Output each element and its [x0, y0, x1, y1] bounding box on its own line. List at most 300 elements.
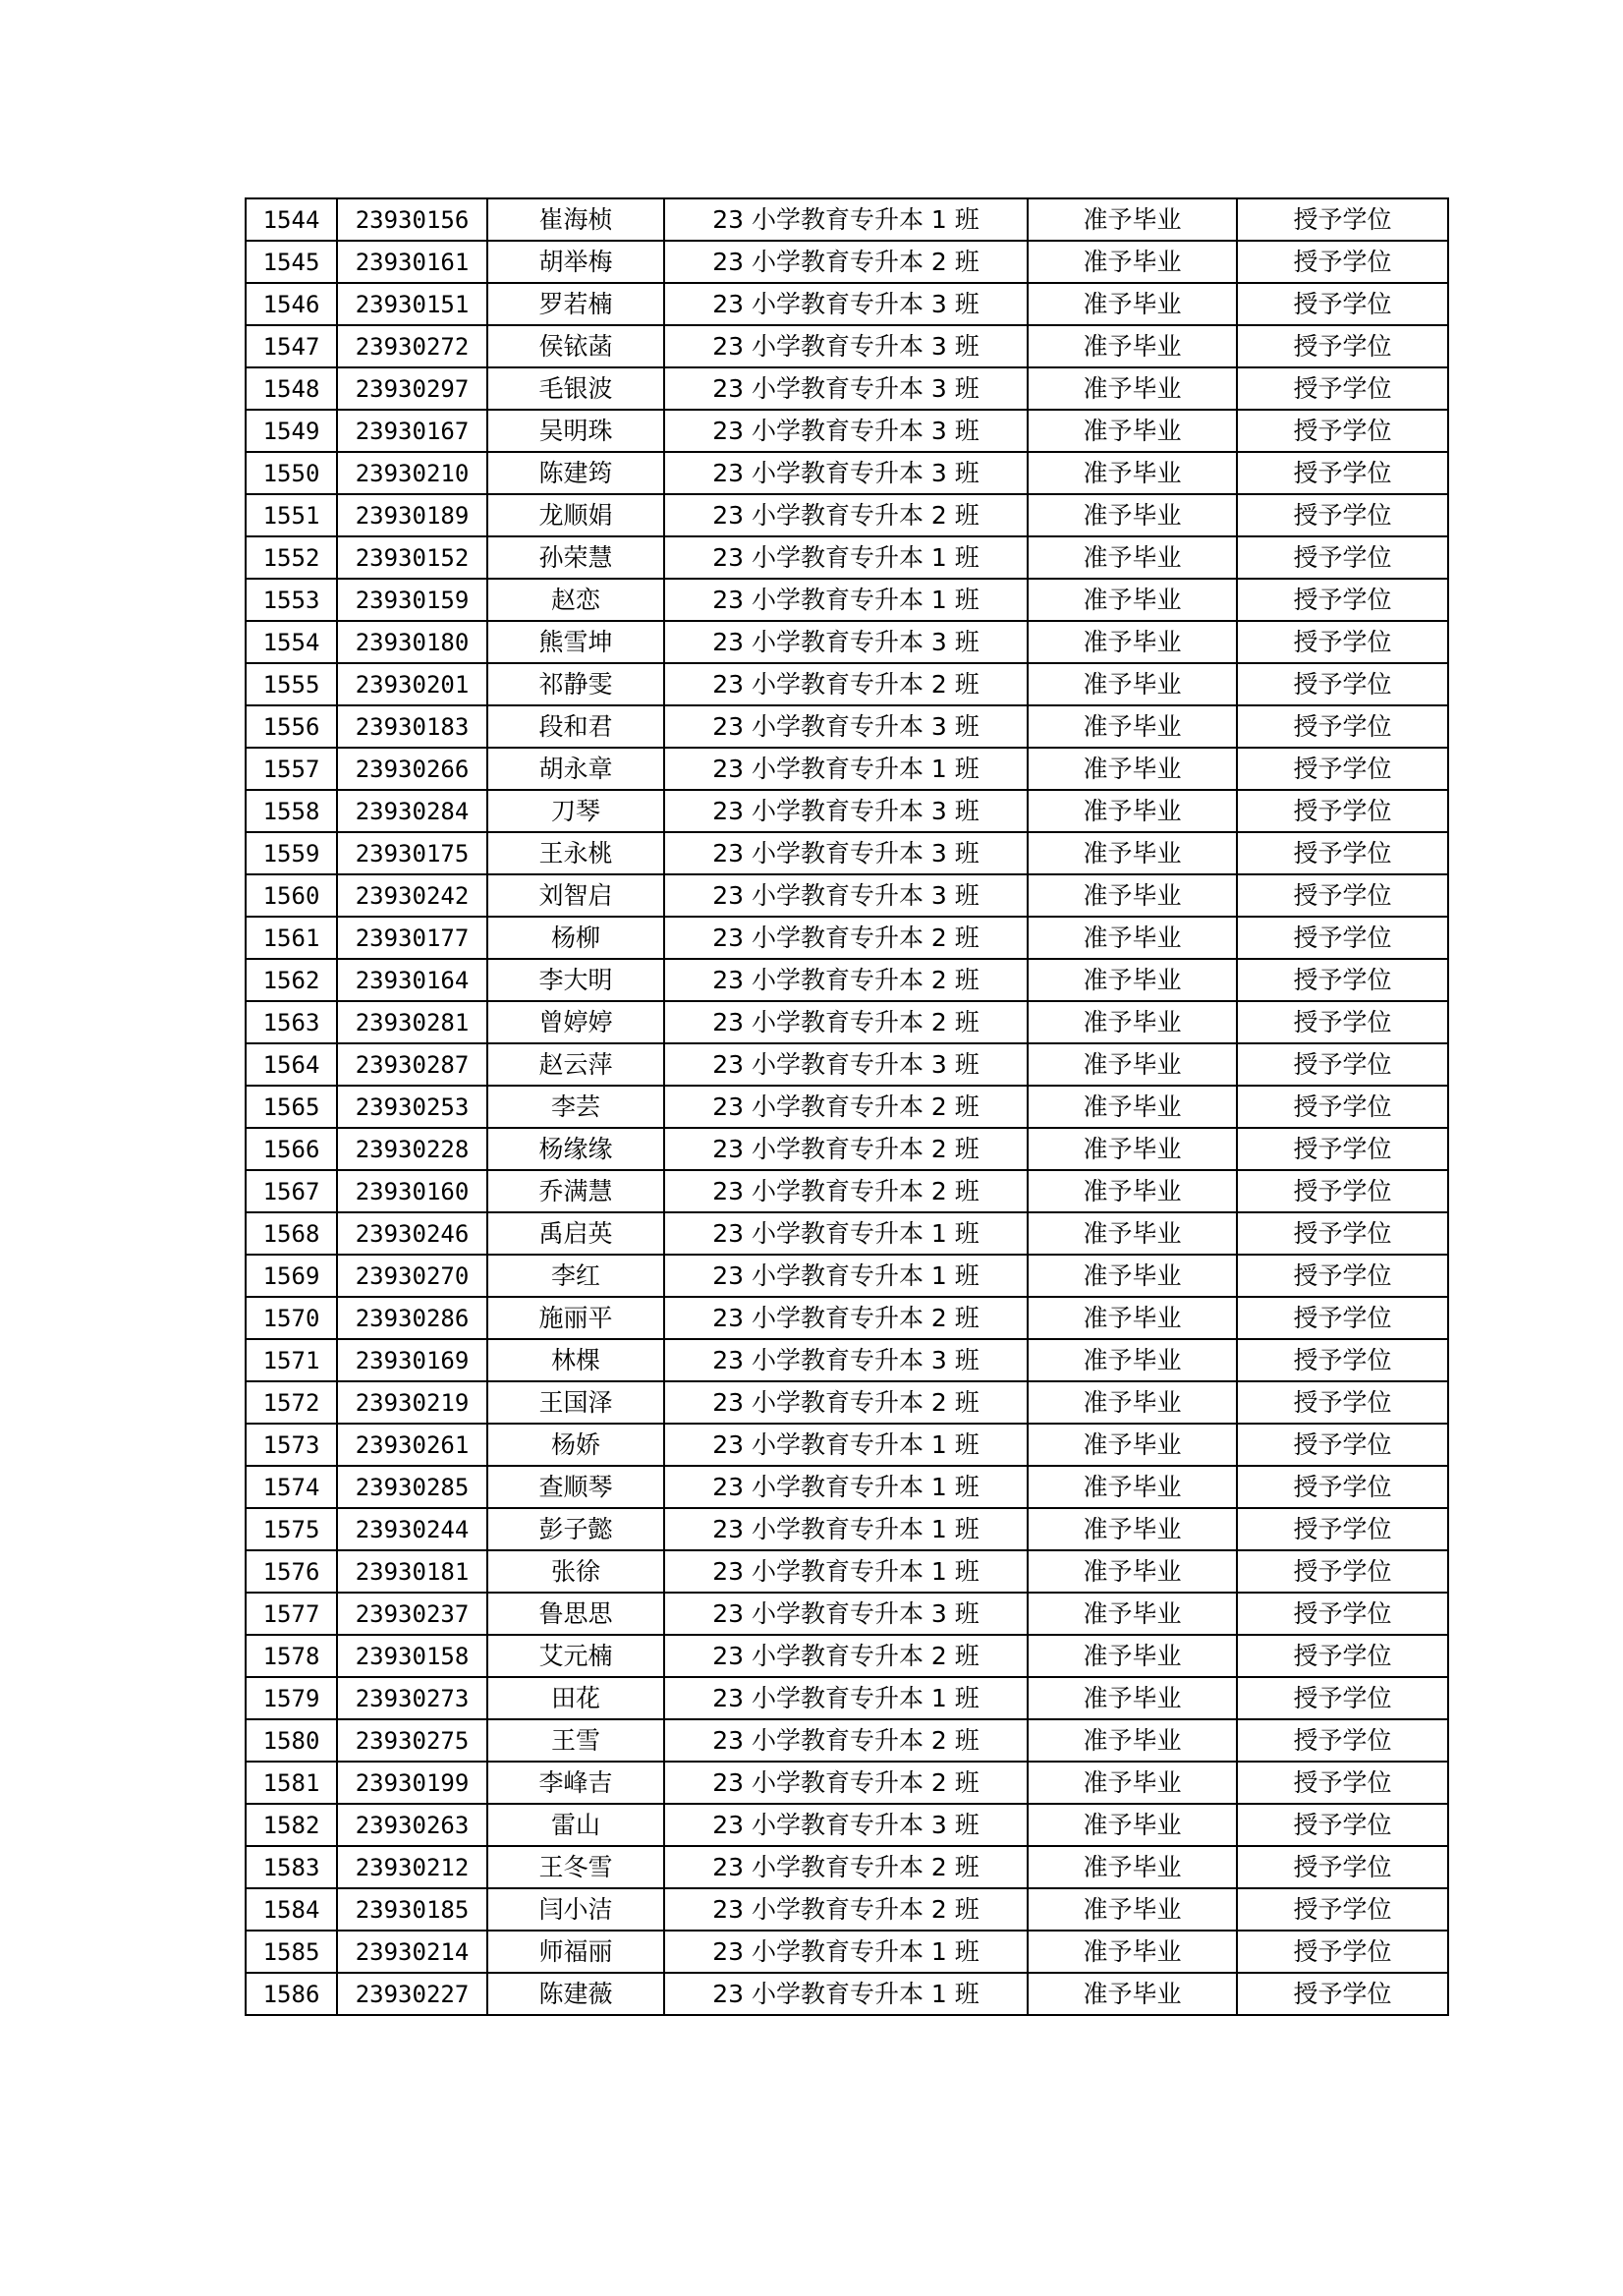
serial-number-cell: 1584	[246, 1888, 337, 1931]
graduation-status-cell: 准予毕业	[1028, 494, 1237, 536]
degree-status-cell: 授予学位	[1237, 241, 1448, 283]
degree-status-cell: 授予学位	[1237, 1043, 1448, 1086]
graduation-status-cell: 准予毕业	[1028, 1001, 1237, 1043]
class-name-cell: 23 小学教育专升本 3 班	[664, 367, 1028, 410]
student-name-cell: 吴明珠	[487, 410, 664, 452]
graduation-status-cell: 准予毕业	[1028, 1550, 1237, 1593]
table-row	[246, 705, 1448, 748]
table-row	[246, 1550, 1448, 1593]
graduation-status-cell: 准予毕业	[1028, 198, 1237, 241]
degree-status-cell: 授予学位	[1237, 452, 1448, 494]
degree-status-cell: 授予学位	[1237, 1931, 1448, 1973]
student-name-cell: 龙顺娟	[487, 494, 664, 536]
table-row	[246, 1043, 1448, 1086]
student-id-cell: 23930266	[337, 748, 487, 790]
graduation-status-cell: 准予毕业	[1028, 536, 1237, 579]
graduation-status-cell: 准予毕业	[1028, 748, 1237, 790]
graduation-status-cell: 准予毕业	[1028, 1931, 1237, 1973]
student-id-cell: 23930228	[337, 1128, 487, 1170]
class-name-cell: 23 小学教育专升本 2 班	[664, 1001, 1028, 1043]
class-name-cell: 23 小学教育专升本 1 班	[664, 1466, 1028, 1508]
serial-number-cell: 1550	[246, 452, 337, 494]
student-name-cell: 曾婷婷	[487, 1001, 664, 1043]
degree-status-cell: 授予学位	[1237, 1635, 1448, 1677]
degree-status-cell: 授予学位	[1237, 917, 1448, 959]
serial-number-cell: 1573	[246, 1424, 337, 1466]
serial-number-cell: 1581	[246, 1762, 337, 1804]
student-id-cell: 23930286	[337, 1297, 487, 1339]
student-id-cell: 23930270	[337, 1255, 487, 1297]
table-row	[246, 874, 1448, 917]
degree-status-cell: 授予学位	[1237, 959, 1448, 1001]
graduation-status-cell: 准予毕业	[1028, 1973, 1237, 2015]
student-name-cell: 查顺琴	[487, 1466, 664, 1508]
student-name-cell: 杨柳	[487, 917, 664, 959]
table-row	[246, 1466, 1448, 1508]
class-name-cell: 23 小学教育专升本 3 班	[664, 1593, 1028, 1635]
class-name-cell: 23 小学教育专升本 2 班	[664, 1086, 1028, 1128]
serial-number-cell: 1567	[246, 1170, 337, 1212]
student-name-cell: 孙荣慧	[487, 536, 664, 579]
table-row	[246, 1635, 1448, 1677]
class-name-cell: 23 小学教育专升本 2 班	[664, 494, 1028, 536]
table-row	[246, 536, 1448, 579]
graduation-status-cell: 准予毕业	[1028, 1804, 1237, 1846]
student-id-cell: 23930212	[337, 1846, 487, 1888]
table-row	[246, 198, 1448, 241]
serial-number-cell: 1572	[246, 1381, 337, 1424]
class-name-cell: 23 小学教育专升本 3 班	[664, 790, 1028, 832]
degree-status-cell: 授予学位	[1237, 1593, 1448, 1635]
graduation-status-cell: 准予毕业	[1028, 1043, 1237, 1086]
degree-status-cell: 授予学位	[1237, 1719, 1448, 1762]
degree-status-cell: 授予学位	[1237, 832, 1448, 874]
student-name-cell: 胡举梅	[487, 241, 664, 283]
student-id-cell: 23930261	[337, 1424, 487, 1466]
degree-status-cell: 授予学位	[1237, 1888, 1448, 1931]
class-name-cell: 23 小学教育专升本 2 班	[664, 663, 1028, 705]
table-row	[246, 790, 1448, 832]
student-name-cell: 师福丽	[487, 1931, 664, 1973]
serial-number-cell: 1547	[246, 325, 337, 367]
student-id-cell: 23930244	[337, 1508, 487, 1550]
serial-number-cell: 1564	[246, 1043, 337, 1086]
serial-number-cell: 1561	[246, 917, 337, 959]
student-name-cell: 雷山	[487, 1804, 664, 1846]
table-row	[246, 748, 1448, 790]
student-id-cell: 23930285	[337, 1466, 487, 1508]
graduation-status-cell: 准予毕业	[1028, 1424, 1237, 1466]
degree-status-cell: 授予学位	[1237, 325, 1448, 367]
degree-status-cell: 授予学位	[1237, 410, 1448, 452]
serial-number-cell: 1566	[246, 1128, 337, 1170]
serial-number-cell: 1571	[246, 1339, 337, 1381]
student-name-cell: 毛银波	[487, 367, 664, 410]
serial-number-cell: 1552	[246, 536, 337, 579]
degree-status-cell: 授予学位	[1237, 1973, 1448, 2015]
class-name-cell: 23 小学教育专升本 3 班	[664, 325, 1028, 367]
serial-number-cell: 1549	[246, 410, 337, 452]
class-name-cell: 23 小学教育专升本 3 班	[664, 832, 1028, 874]
table-row	[246, 1762, 1448, 1804]
table-row	[246, 1931, 1448, 1973]
class-name-cell: 23 小学教育专升本 3 班	[664, 1339, 1028, 1381]
student-id-cell: 23930287	[337, 1043, 487, 1086]
student-name-cell: 赵恋	[487, 579, 664, 621]
student-id-cell: 23930272	[337, 325, 487, 367]
degree-status-cell: 授予学位	[1237, 874, 1448, 917]
serial-number-cell: 1545	[246, 241, 337, 283]
graduation-status-cell: 准予毕业	[1028, 325, 1237, 367]
serial-number-cell: 1585	[246, 1931, 337, 1973]
student-id-cell: 23930181	[337, 1550, 487, 1593]
student-name-cell: 王国泽	[487, 1381, 664, 1424]
graduation-status-cell: 准予毕业	[1028, 1128, 1237, 1170]
serial-number-cell: 1565	[246, 1086, 337, 1128]
class-name-cell: 23 小学教育专升本 2 班	[664, 1128, 1028, 1170]
student-name-cell: 杨缘缘	[487, 1128, 664, 1170]
class-name-cell: 23 小学教育专升本 1 班	[664, 536, 1028, 579]
serial-number-cell: 1546	[246, 283, 337, 325]
degree-status-cell: 授予学位	[1237, 621, 1448, 663]
student-id-cell: 23930214	[337, 1931, 487, 1973]
table-row	[246, 1086, 1448, 1128]
table-row	[246, 917, 1448, 959]
student-id-cell: 23930284	[337, 790, 487, 832]
class-name-cell: 23 小学教育专升本 1 班	[664, 1212, 1028, 1255]
graduation-status-cell: 准予毕业	[1028, 1170, 1237, 1212]
degree-status-cell: 授予学位	[1237, 1128, 1448, 1170]
table-row	[246, 1212, 1448, 1255]
degree-status-cell: 授予学位	[1237, 1677, 1448, 1719]
student-id-cell: 23930246	[337, 1212, 487, 1255]
graduation-status-cell: 准予毕业	[1028, 1297, 1237, 1339]
class-name-cell: 23 小学教育专升本 2 班	[664, 959, 1028, 1001]
degree-status-cell: 授予学位	[1237, 1804, 1448, 1846]
serial-number-cell: 1582	[246, 1804, 337, 1846]
table-row	[246, 1508, 1448, 1550]
degree-status-cell: 授予学位	[1237, 1846, 1448, 1888]
student-name-cell: 祁静雯	[487, 663, 664, 705]
degree-status-cell: 授予学位	[1237, 1466, 1448, 1508]
table-row	[246, 367, 1448, 410]
student-name-cell: 陈建薇	[487, 1973, 664, 2015]
class-name-cell: 23 小学教育专升本 3 班	[664, 1043, 1028, 1086]
graduation-status-cell: 准予毕业	[1028, 1086, 1237, 1128]
student-id-cell: 23930189	[337, 494, 487, 536]
class-name-cell: 23 小学教育专升本 3 班	[664, 705, 1028, 748]
graduation-status-cell: 准予毕业	[1028, 705, 1237, 748]
student-name-cell: 禹启英	[487, 1212, 664, 1255]
student-id-cell: 23930152	[337, 536, 487, 579]
serial-number-cell: 1548	[246, 367, 337, 410]
graduation-status-cell: 准予毕业	[1028, 241, 1237, 283]
serial-number-cell: 1576	[246, 1550, 337, 1593]
student-name-cell: 胡永章	[487, 748, 664, 790]
graduation-status-cell: 准予毕业	[1028, 790, 1237, 832]
table-row	[246, 1719, 1448, 1762]
graduation-status-cell: 准予毕业	[1028, 832, 1237, 874]
student-id-cell: 23930263	[337, 1804, 487, 1846]
class-name-cell: 23 小学教育专升本 2 班	[664, 1719, 1028, 1762]
graduation-roster-table	[245, 197, 1449, 2016]
student-name-cell: 刀琴	[487, 790, 664, 832]
serial-number-cell: 1569	[246, 1255, 337, 1297]
serial-number-cell: 1570	[246, 1297, 337, 1339]
serial-number-cell: 1555	[246, 663, 337, 705]
student-name-cell: 侯铱菡	[487, 325, 664, 367]
degree-status-cell: 授予学位	[1237, 1424, 1448, 1466]
graduation-status-cell: 准予毕业	[1028, 621, 1237, 663]
student-id-cell: 23930201	[337, 663, 487, 705]
degree-status-cell: 授予学位	[1237, 1170, 1448, 1212]
graduation-status-cell: 准予毕业	[1028, 367, 1237, 410]
class-name-cell: 23 小学教育专升本 1 班	[664, 1508, 1028, 1550]
graduation-status-cell: 准予毕业	[1028, 1212, 1237, 1255]
class-name-cell: 23 小学教育专升本 2 班	[664, 1170, 1028, 1212]
table-row	[246, 1339, 1448, 1381]
class-name-cell: 23 小学教育专升本 2 班	[664, 241, 1028, 283]
table-row	[246, 663, 1448, 705]
degree-status-cell: 授予学位	[1237, 1086, 1448, 1128]
student-id-cell: 23930158	[337, 1635, 487, 1677]
class-name-cell: 23 小学教育专升本 2 班	[664, 1846, 1028, 1888]
student-id-cell: 23930175	[337, 832, 487, 874]
serial-number-cell: 1559	[246, 832, 337, 874]
table-row	[246, 621, 1448, 663]
class-name-cell: 23 小学教育专升本 2 班	[664, 1762, 1028, 1804]
class-name-cell: 23 小学教育专升本 1 班	[664, 1550, 1028, 1593]
student-id-cell: 23930183	[337, 705, 487, 748]
table-row	[246, 832, 1448, 874]
student-id-cell: 23930185	[337, 1888, 487, 1931]
serial-number-cell: 1557	[246, 748, 337, 790]
graduation-status-cell: 准予毕业	[1028, 1593, 1237, 1635]
graduation-status-cell: 准予毕业	[1028, 959, 1237, 1001]
student-name-cell: 闫小洁	[487, 1888, 664, 1931]
roster-table-body	[246, 198, 1448, 2015]
table-row	[246, 1128, 1448, 1170]
graduation-status-cell: 准予毕业	[1028, 410, 1237, 452]
student-id-cell: 23930167	[337, 410, 487, 452]
student-name-cell: 罗若楠	[487, 283, 664, 325]
student-name-cell: 杨娇	[487, 1424, 664, 1466]
graduation-status-cell: 准予毕业	[1028, 917, 1237, 959]
student-name-cell: 林棵	[487, 1339, 664, 1381]
graduation-status-cell: 准予毕业	[1028, 1466, 1237, 1508]
serial-number-cell: 1554	[246, 621, 337, 663]
table-row	[246, 1255, 1448, 1297]
graduation-status-cell: 准予毕业	[1028, 1762, 1237, 1804]
degree-status-cell: 授予学位	[1237, 283, 1448, 325]
student-id-cell: 23930164	[337, 959, 487, 1001]
student-name-cell: 王冬雪	[487, 1846, 664, 1888]
student-name-cell: 张徐	[487, 1550, 664, 1593]
class-name-cell: 23 小学教育专升本 1 班	[664, 1424, 1028, 1466]
student-id-cell: 23930275	[337, 1719, 487, 1762]
student-id-cell: 23930160	[337, 1170, 487, 1212]
class-name-cell: 23 小学教育专升本 1 班	[664, 1677, 1028, 1719]
degree-status-cell: 授予学位	[1237, 1762, 1448, 1804]
student-name-cell: 彭子懿	[487, 1508, 664, 1550]
table-row	[246, 1424, 1448, 1466]
degree-status-cell: 授予学位	[1237, 790, 1448, 832]
table-row	[246, 959, 1448, 1001]
class-name-cell: 23 小学教育专升本 2 班	[664, 1635, 1028, 1677]
degree-status-cell: 授予学位	[1237, 663, 1448, 705]
class-name-cell: 23 小学教育专升本 1 班	[664, 579, 1028, 621]
table-row	[246, 1001, 1448, 1043]
student-id-cell: 23930237	[337, 1593, 487, 1635]
degree-status-cell: 授予学位	[1237, 579, 1448, 621]
class-name-cell: 23 小学教育专升本 1 班	[664, 1931, 1028, 1973]
class-name-cell: 23 小学教育专升本 3 班	[664, 452, 1028, 494]
graduation-status-cell: 准予毕业	[1028, 663, 1237, 705]
student-id-cell: 23930219	[337, 1381, 487, 1424]
graduation-status-cell: 准予毕业	[1028, 874, 1237, 917]
degree-status-cell: 授予学位	[1237, 198, 1448, 241]
student-id-cell: 23930210	[337, 452, 487, 494]
table-row	[246, 579, 1448, 621]
student-name-cell: 李红	[487, 1255, 664, 1297]
graduation-status-cell: 准予毕业	[1028, 452, 1237, 494]
table-row	[246, 1973, 1448, 2015]
graduation-status-cell: 准予毕业	[1028, 1677, 1237, 1719]
class-name-cell: 23 小学教育专升本 3 班	[664, 283, 1028, 325]
graduation-status-cell: 准予毕业	[1028, 1508, 1237, 1550]
student-name-cell: 乔满慧	[487, 1170, 664, 1212]
degree-status-cell: 授予学位	[1237, 1212, 1448, 1255]
student-name-cell: 鲁思思	[487, 1593, 664, 1635]
degree-status-cell: 授予学位	[1237, 1508, 1448, 1550]
degree-status-cell: 授予学位	[1237, 748, 1448, 790]
student-id-cell: 23930199	[337, 1762, 487, 1804]
graduation-status-cell: 准予毕业	[1028, 1888, 1237, 1931]
graduation-status-cell: 准予毕业	[1028, 579, 1237, 621]
serial-number-cell: 1544	[246, 198, 337, 241]
graduation-status-cell: 准予毕业	[1028, 1719, 1237, 1762]
student-name-cell: 田花	[487, 1677, 664, 1719]
class-name-cell: 23 小学教育专升本 1 班	[664, 748, 1028, 790]
degree-status-cell: 授予学位	[1237, 1001, 1448, 1043]
student-id-cell: 23930227	[337, 1973, 487, 2015]
student-name-cell: 李芸	[487, 1086, 664, 1128]
serial-number-cell: 1562	[246, 959, 337, 1001]
serial-number-cell: 1558	[246, 790, 337, 832]
student-id-cell: 23930273	[337, 1677, 487, 1719]
student-id-cell: 23930180	[337, 621, 487, 663]
serial-number-cell: 1563	[246, 1001, 337, 1043]
serial-number-cell: 1575	[246, 1508, 337, 1550]
class-name-cell: 23 小学教育专升本 1 班	[664, 1255, 1028, 1297]
student-name-cell: 段和君	[487, 705, 664, 748]
student-name-cell: 施丽平	[487, 1297, 664, 1339]
serial-number-cell: 1551	[246, 494, 337, 536]
degree-status-cell: 授予学位	[1237, 494, 1448, 536]
serial-number-cell: 1577	[246, 1593, 337, 1635]
serial-number-cell: 1578	[246, 1635, 337, 1677]
student-id-cell: 23930281	[337, 1001, 487, 1043]
graduation-status-cell: 准予毕业	[1028, 283, 1237, 325]
student-name-cell: 王雪	[487, 1719, 664, 1762]
student-id-cell: 23930297	[337, 367, 487, 410]
student-id-cell: 23930159	[337, 579, 487, 621]
student-name-cell: 艾元楠	[487, 1635, 664, 1677]
table-row	[246, 1297, 1448, 1339]
table-row	[246, 283, 1448, 325]
class-name-cell: 23 小学教育专升本 3 班	[664, 874, 1028, 917]
serial-number-cell: 1553	[246, 579, 337, 621]
table-row	[246, 1381, 1448, 1424]
graduation-status-cell: 准予毕业	[1028, 1255, 1237, 1297]
degree-status-cell: 授予学位	[1237, 1297, 1448, 1339]
student-name-cell: 熊雪坤	[487, 621, 664, 663]
table-row	[246, 241, 1448, 283]
serial-number-cell: 1574	[246, 1466, 337, 1508]
serial-number-cell: 1586	[246, 1973, 337, 2015]
serial-number-cell: 1556	[246, 705, 337, 748]
serial-number-cell: 1580	[246, 1719, 337, 1762]
class-name-cell: 23 小学教育专升本 2 班	[664, 1297, 1028, 1339]
table-row	[246, 452, 1448, 494]
class-name-cell: 23 小学教育专升本 2 班	[664, 1381, 1028, 1424]
degree-status-cell: 授予学位	[1237, 536, 1448, 579]
class-name-cell: 23 小学教育专升本 1 班	[664, 1973, 1028, 2015]
degree-status-cell: 授予学位	[1237, 1381, 1448, 1424]
table-row	[246, 1804, 1448, 1846]
table-row	[246, 1677, 1448, 1719]
student-id-cell: 23930253	[337, 1086, 487, 1128]
table-row	[246, 1170, 1448, 1212]
graduation-status-cell: 准予毕业	[1028, 1846, 1237, 1888]
student-name-cell: 李峰吉	[487, 1762, 664, 1804]
student-name-cell: 王永桃	[487, 832, 664, 874]
class-name-cell: 23 小学教育专升本 3 班	[664, 621, 1028, 663]
serial-number-cell: 1583	[246, 1846, 337, 1888]
student-name-cell: 崔海桢	[487, 198, 664, 241]
class-name-cell: 23 小学教育专升本 2 班	[664, 917, 1028, 959]
table-row	[246, 494, 1448, 536]
student-name-cell: 刘智启	[487, 874, 664, 917]
table-row	[246, 410, 1448, 452]
class-name-cell: 23 小学教育专升本 1 班	[664, 198, 1028, 241]
class-name-cell: 23 小学教育专升本 3 班	[664, 410, 1028, 452]
class-name-cell: 23 小学教育专升本 3 班	[664, 1804, 1028, 1846]
degree-status-cell: 授予学位	[1237, 1550, 1448, 1593]
student-name-cell: 赵云萍	[487, 1043, 664, 1086]
degree-status-cell: 授予学位	[1237, 705, 1448, 748]
degree-status-cell: 授予学位	[1237, 367, 1448, 410]
student-id-cell: 23930161	[337, 241, 487, 283]
table-row	[246, 1593, 1448, 1635]
graduation-status-cell: 准予毕业	[1028, 1381, 1237, 1424]
table-row	[246, 1846, 1448, 1888]
class-name-cell: 23 小学教育专升本 2 班	[664, 1888, 1028, 1931]
degree-status-cell: 授予学位	[1237, 1255, 1448, 1297]
student-id-cell: 23930177	[337, 917, 487, 959]
student-name-cell: 陈建筠	[487, 452, 664, 494]
graduation-status-cell: 准予毕业	[1028, 1635, 1237, 1677]
table-row	[246, 325, 1448, 367]
serial-number-cell: 1560	[246, 874, 337, 917]
serial-number-cell: 1579	[246, 1677, 337, 1719]
student-id-cell: 23930156	[337, 198, 487, 241]
student-id-cell: 23930242	[337, 874, 487, 917]
serial-number-cell: 1568	[246, 1212, 337, 1255]
table-row	[246, 1888, 1448, 1931]
student-id-cell: 23930169	[337, 1339, 487, 1381]
graduation-status-cell: 准予毕业	[1028, 1339, 1237, 1381]
